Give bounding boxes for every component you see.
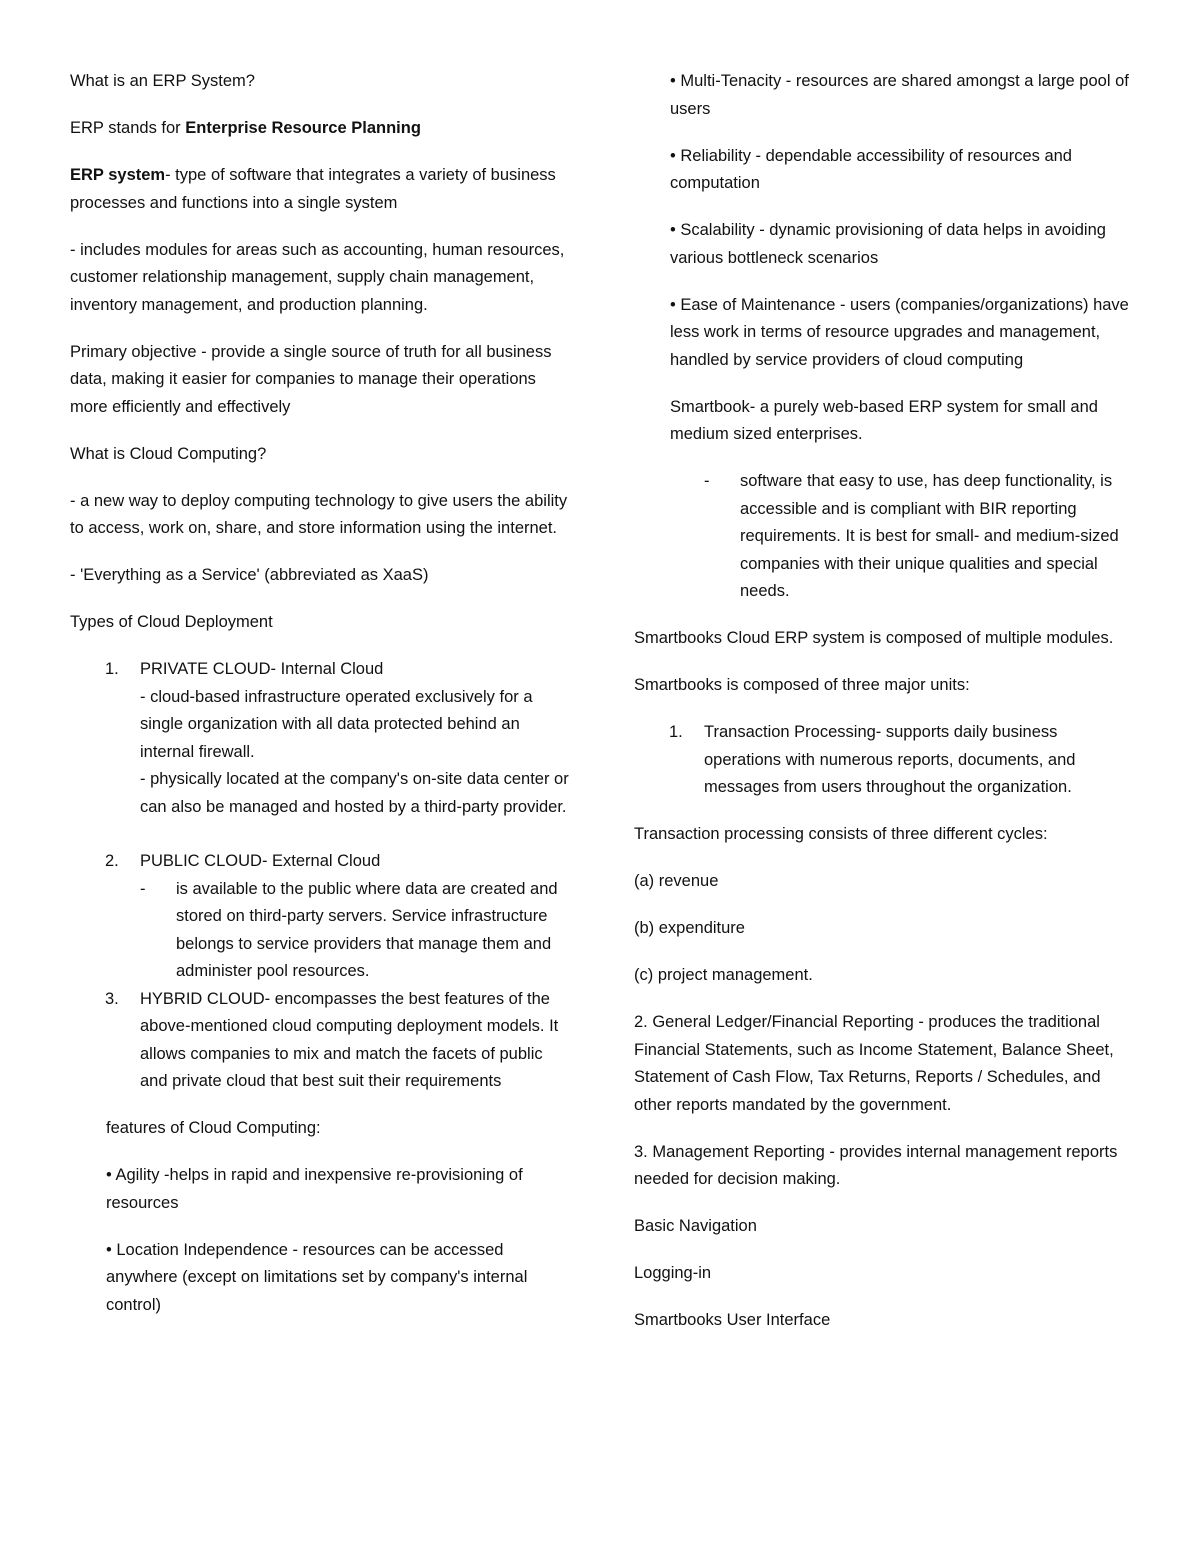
right-column [634,68,1134,1354]
erp-definition [70,162,570,217]
item-number: 2. [105,852,119,870]
dash-bullet: - [704,472,710,490]
public-cloud-title: PUBLIC CLOUD- External Cloud [140,852,381,870]
private-cloud-line-1: - cloud-based infrastructure operated exclusively for a single organization with all data protected behind an internal firewall. [140,687,533,761]
feature-location-independence: • Location Independence - resources can be accessed anywhere (except on limitations set by company's internal control) [106,1240,528,1314]
private-cloud-title: PRIVATE CLOUD- Internal Cloud [140,660,384,678]
deployment-types-heading: Types of Cloud Deployment [70,613,273,631]
smartbooks-modules: Smartbooks Cloud ERP system is composed of multiple modules. [634,629,1114,647]
erp-prefix: ERP stands for [70,119,186,137]
item-number: 1. [669,723,683,741]
hybrid-cloud-text: HYBRID CLOUD- encompasses the best features of the above-mentioned cloud computing deployment models. It allows companies to mix and match the facets of public and private cloud that best suit their requirements [140,989,559,1090]
unit-management-reporting: 3. Management Reporting - provides internal management reports needed for decision making. [634,1142,1118,1188]
features-heading: features of Cloud Computing: [106,1119,321,1137]
cycles-heading: Transaction processing consists of three different cycles: [634,825,1048,843]
smartbook-definition: Smartbook- a purely web-based ERP system for small and medium sized enterprises. [670,397,1098,443]
heading-cloud: What is Cloud Computing? [70,444,267,463]
feature-multi-tenacity: • Multi-Tenacity - resources are shared amongst a large pool of users [670,72,1129,118]
erp-modules: - includes modules for areas such as accounting, human resources, customer relationship management, supply chain management, inventory management, and production planning. [70,240,565,314]
unit-general-ledger: 2. General Ledger/Financial Reporting - produces the traditional Financial Statements, such as Income Statement, Balance Sheet, Statement of Cash Flow, Tax Returns, Reports / Schedules, and other reports mandated by the government. [634,1013,1114,1114]
unit-1-text: Transaction Processing- supports daily business operations with numerous reports, documents, and messages from users throughout the organization. [704,723,1076,796]
logging-in: Logging-in [634,1264,712,1282]
public-cloud-detail [140,876,570,986]
primary-objective: Primary objective - provide a single source of truth for all business data, making it easier for companies to manage their operations more efficiently and effectively [70,342,552,416]
dash-bullet: - [140,879,146,898]
feature-agility: • Agility -helps in rapid and inexpensive re-provisioning of resources [106,1166,523,1212]
erp-expansion: Enterprise Resource Planning [185,119,421,137]
deployment-item-private [70,656,570,821]
item-number: 1. [105,660,119,678]
feature-scalability: • Scalability - dynamic provisioning of data helps in avoiding various bottleneck scenarios [670,221,1106,267]
cycle-project-management: (c) project management. [634,966,813,984]
private-cloud-line-2: - physically located at the company's on-site data center or can also be managed and hosted by a third-party provider. [140,770,569,816]
cycle-expenditure: (b) expenditure [634,919,745,937]
public-cloud-line: is available to the public where data are created and stored on third-party servers. Service infrastructure belongs to service providers that manage them and administer pool resources. [176,879,558,980]
left-column [70,68,570,1339]
unit-transaction-processing [634,719,1134,802]
cloud-definition: - a new way to deploy computing technology to give users the ability to access, work on, share, and store information using the internet. [70,491,568,537]
item-number: 3. [105,989,119,1008]
units-heading: Smartbooks is composed of three major units: [634,676,970,694]
heading-erp: What is an ERP System? [70,72,255,90]
erp-system-term: ERP system [70,166,166,184]
basic-navigation: Basic Navigation [634,1217,757,1235]
erp-acronym [70,115,570,143]
user-interface: Smartbooks User Interface [634,1311,831,1329]
feature-ease-of-maintenance: • Ease of Maintenance - users (companies/organizations) have less work in terms of resource upgrades and management, handled by service providers of cloud computing [670,295,1129,369]
cycle-revenue: (a) revenue [634,872,719,890]
feature-reliability: • Reliability - dependable accessibility of resources and computation [670,146,1072,192]
xaas-note: - 'Everything as a Service' (abbreviated as XaaS) [70,566,429,584]
deployment-item-hybrid [70,986,570,1096]
smartbook-detail-text: software that easy to use, has deep functionality, is accessible and is compliant with BIR reporting requirements. It is best for small- and medium-sized companies with their unique qualities and special needs. [740,472,1119,600]
smartbook-detail [634,468,1134,606]
erp-system-text: - type of software that integrates a variety of business processes and functions into a single system [70,166,556,212]
deployment-item-public [70,848,570,986]
